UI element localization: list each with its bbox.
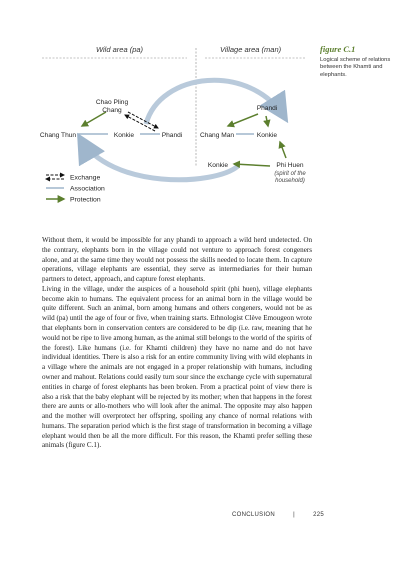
- cycle-arrow-top: [146, 80, 285, 124]
- node-konkie-village: Konkie: [256, 132, 278, 139]
- node-phi-huen: Phi Huen: [276, 162, 304, 169]
- protection-phi-huen-up: [280, 142, 286, 158]
- node-phi-huen-sub2: household): [275, 178, 305, 184]
- figure-caption-text: Logical scheme of relations between the Khamti and elephants.: [320, 57, 391, 78]
- node-konkie-lower: Konkie: [207, 162, 229, 169]
- node-chao-pling-line1: Chao Pling: [95, 99, 129, 106]
- node-chao-pling-line2: Chang: [102, 107, 122, 114]
- legend-exchange-label: Exchange: [70, 174, 101, 182]
- cycle-arrow-bottom: [80, 138, 238, 180]
- node-chang-man: Chang Man: [199, 132, 235, 139]
- village-area-label: Village area (man): [220, 45, 282, 54]
- node-phandi-village: Phandi: [256, 105, 278, 112]
- protection-phandi-to-konkie: [266, 116, 268, 126]
- node-chang-thun: Chang Thun: [39, 132, 77, 139]
- legend: [46, 175, 105, 204]
- wild-area-label: Wild area (pa): [96, 45, 144, 54]
- legend-protection-label: Protection: [70, 196, 101, 204]
- paragraph: Without them, it would be impossible for any phandi to approach a wild herd undetected. On the contrary, elephants born in the village could not venture to approach forest congeners alone, and at the same time they would not possess the skills needed to locate them. In capture operations, village elephants are essential, they serve as intermediaries for their human partners to detect, approach, and capture forest elephants.: [42, 236, 312, 284]
- footer-separator: |: [293, 512, 295, 518]
- protection-phi-huen-to-konkie: [234, 164, 270, 166]
- protection-phandi-to-chang-man: [228, 114, 258, 126]
- page-footer: [232, 512, 324, 518]
- node-phi-huen-sub1: (spirit of the: [274, 171, 306, 177]
- node-konkie-wild: Konkie: [113, 132, 135, 139]
- node-phandi-wild: Phandi: [161, 132, 183, 139]
- figure-caption-title: figure C.1: [320, 44, 356, 54]
- footer-section: CONCLUSION: [232, 512, 276, 518]
- protection-chao-pling-to-chang-thun: [82, 112, 106, 126]
- body-text: [42, 236, 312, 451]
- relations-diagram: [0, 0, 400, 230]
- page-number: 225: [313, 512, 324, 518]
- figure-caption: [320, 44, 394, 79]
- paragraph: Living in the village, under the auspices of a household spirit (phi huen), village elephants become akin to humans. The equivalent process for an animal born in the village would be quite different. Such an animal, born among humans and others congeners, would not be as wild (pa) until the age of four or five, when training starts. Ethnologist Clève Emougeon wrote that elephants born in conservation centers are considered to be dip (i.e. raw, meaning that he would not be ripe to live among human, as the animal still belongs to the world of the spirits of the forest). Like humans (i.e. for Khamti children) they have no name and do not have individual identities. There is also a risk for an entire community living with wild elephants in a village where the animals are not engaged in a proper relationship with humans, including owner and mahout. Relations could easily turn sour since the exchange cycle with supernatural entities in charge of forest elephants has been broken. From a practical point of view there is also a risk that the baby elephant will be rejected by its mother; when that happens in the forest there are aunts or allo-mothers who will look after the animal. The opposite may also happen and the mother will overprotect her offspring, spoiling any chance of normal relations with humans. The separation period which is the first stage of transformation in becoming a village elephant would then be all the more difficult. For this reason, the Khamti prefer selling these animals (figure C.1).: [42, 284, 312, 450]
- exchange-chao-pling-phandi-a: [128, 112, 158, 128]
- legend-association-label: Association: [70, 185, 105, 193]
